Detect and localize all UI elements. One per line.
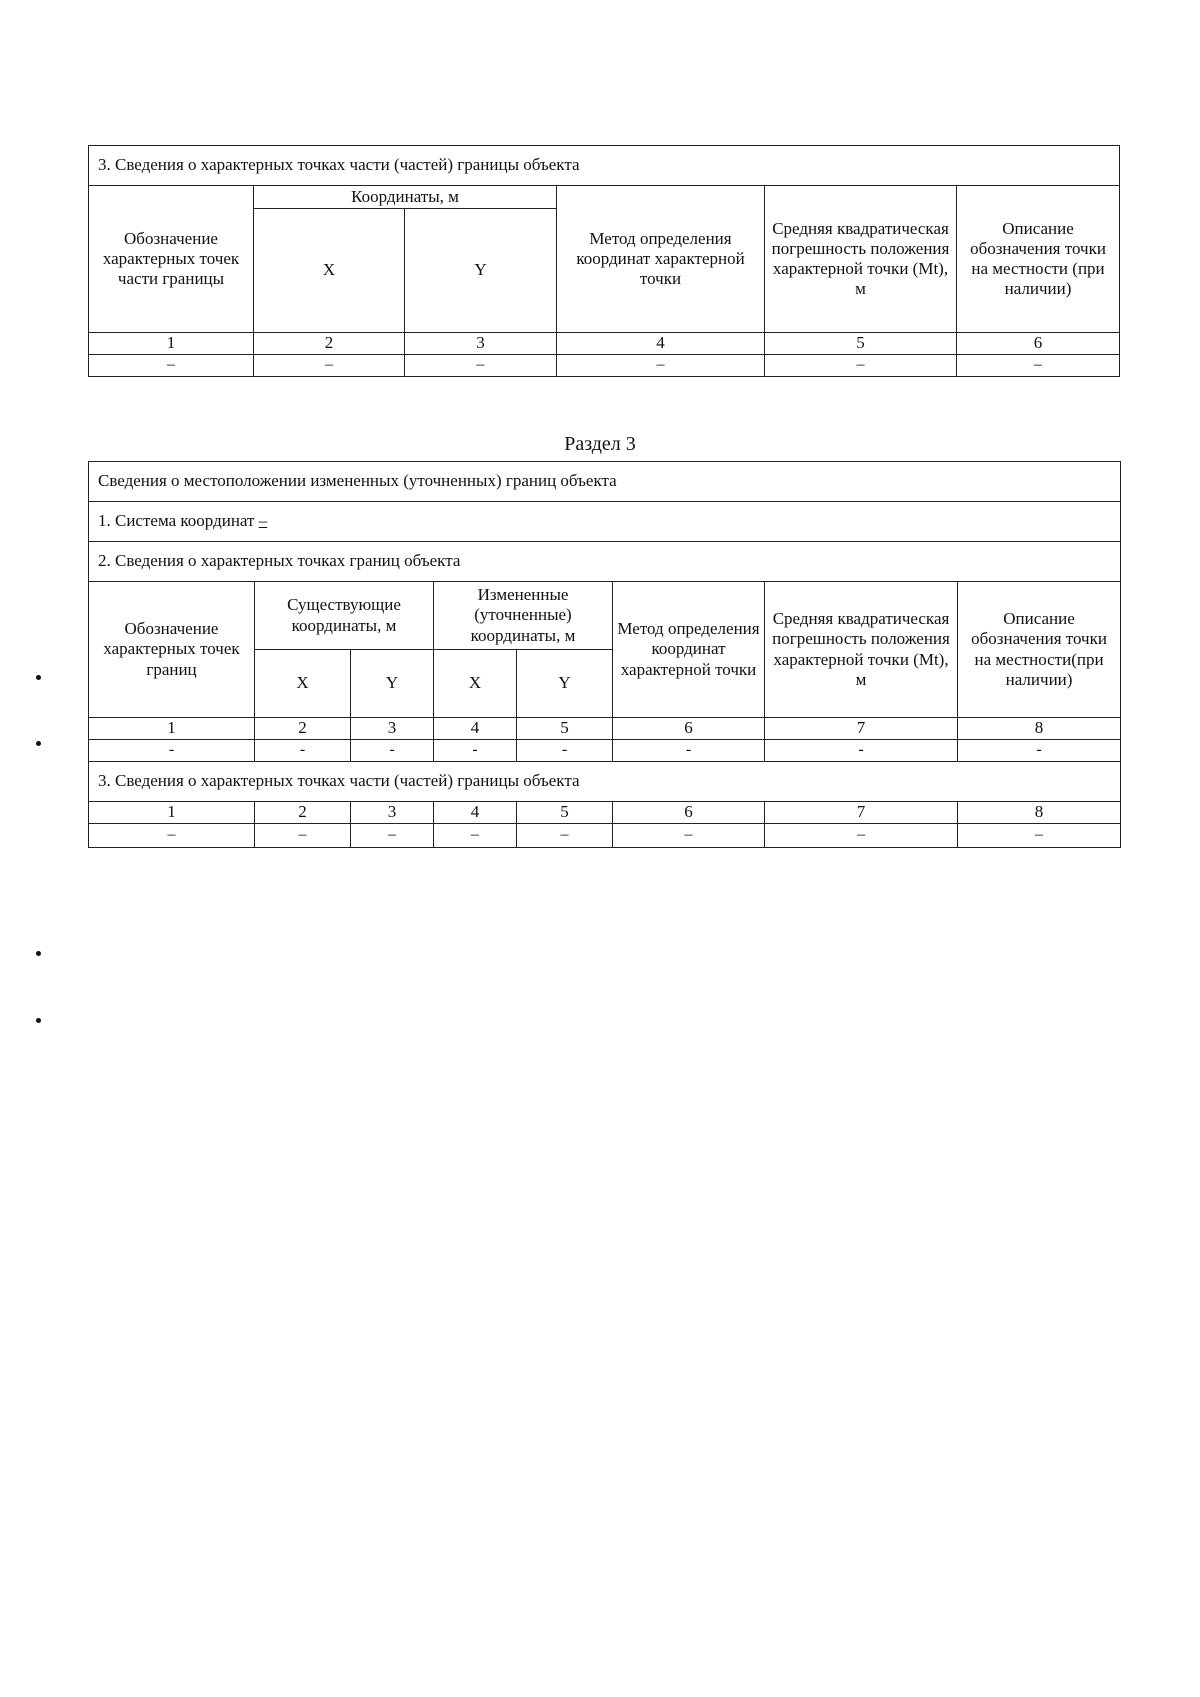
column-number: 5 (517, 718, 613, 740)
cell-value: - (958, 740, 1121, 762)
column-number: 5 (765, 333, 957, 355)
table-row (89, 802, 1121, 824)
col-method: Метод определения координат характерной точки (557, 186, 765, 333)
column-number: 1 (89, 718, 255, 740)
col-y: Y (351, 650, 434, 718)
scan-dot (36, 741, 41, 746)
column-number: 7 (765, 718, 958, 740)
cell-value: – (765, 824, 958, 848)
cell-value: – (434, 824, 517, 848)
column-number: 8 (958, 718, 1121, 740)
table-row (89, 740, 1121, 762)
col-x: X (255, 650, 351, 718)
cell-value: – (405, 355, 557, 377)
column-number: 6 (957, 333, 1120, 355)
column-number: 3 (351, 718, 434, 740)
col-coordinates: Координаты, м (254, 186, 557, 209)
table-row (89, 355, 1120, 377)
cell-value: - (434, 740, 517, 762)
column-number: 4 (434, 718, 517, 740)
col-method: Метод определения координат характерной точки (613, 582, 765, 718)
col-changed-coordinates: Измененные (уточненные) координаты, м (434, 582, 613, 650)
column-number: 2 (255, 718, 351, 740)
cell-value: - (351, 740, 434, 762)
cell-value: – (557, 355, 765, 377)
cell-value: – (958, 824, 1121, 848)
cell-value: – (957, 355, 1120, 377)
cell-value: – (351, 824, 434, 848)
col-x: X (254, 209, 405, 333)
column-number: 2 (254, 333, 405, 355)
column-number: 3 (405, 333, 557, 355)
cell-value: – (254, 355, 405, 377)
col-designation: Обозначение характерных точек границ (89, 582, 255, 718)
section3-title: Сведения о местоположении измененных (уточненных) границ объекта (89, 462, 1121, 502)
cell-value: – (517, 824, 613, 848)
column-number: 6 (613, 718, 765, 740)
cell-value: – (765, 355, 957, 377)
scan-dot (36, 675, 41, 680)
col-designation: Обозначение характерных точек части границы (89, 186, 254, 333)
coord-system-row (89, 502, 1121, 542)
column-number: 1 (89, 802, 255, 824)
col-x: X (434, 650, 517, 718)
column-number: 2 (255, 802, 351, 824)
subtitle-parts: 3. Сведения о характерных точках части (частей) границы объекта (89, 762, 1121, 802)
table1-title: 3. Сведения о характерных точках части (частей) границы объекта (89, 146, 1120, 186)
subtitle-points: 2. Сведения о характерных точках границ объекта (89, 542, 1121, 582)
cell-value: - (517, 740, 613, 762)
column-number: 1 (89, 333, 254, 355)
cell-value: – (255, 824, 351, 848)
cell-value: - (613, 740, 765, 762)
column-number: 3 (351, 802, 434, 824)
col-existing-coordinates: Существующие координаты, м (255, 582, 434, 650)
section-heading: Раздел 3 (564, 433, 636, 455)
column-number: 5 (517, 802, 613, 824)
coord-system-label: 1. Система координат (98, 511, 259, 531)
column-number: 7 (765, 802, 958, 824)
col-error: Средняя квадратическая погрешность положения характерной точки (Mt), м (765, 582, 958, 718)
column-number: 6 (613, 802, 765, 824)
col-description: Описание обозначения точки на местности (при наличии) (957, 186, 1120, 333)
column-number: 4 (434, 802, 517, 824)
col-y: Y (517, 650, 613, 718)
table-row (89, 333, 1120, 355)
table-row (89, 824, 1121, 848)
cell-value: – (613, 824, 765, 848)
cell-value: – (89, 824, 255, 848)
cell-value: - (255, 740, 351, 762)
coord-system-value: – (258, 511, 268, 531)
column-number: 4 (557, 333, 765, 355)
changed-boundaries-table (88, 461, 1121, 848)
cell-value: - (765, 740, 958, 762)
col-description: Описание обозначения точки на местности(при наличии) (958, 582, 1121, 718)
cell-value: – (89, 355, 254, 377)
scan-dot (36, 951, 41, 956)
col-error: Средняя квадратическая погрешность положения характерной точки (Mt), м (765, 186, 957, 333)
cell-value: - (89, 740, 255, 762)
table-row (89, 718, 1121, 740)
scan-dot (36, 1018, 41, 1023)
column-number: 8 (958, 802, 1121, 824)
parts-boundary-points-table (88, 145, 1120, 377)
col-y: Y (405, 209, 557, 333)
